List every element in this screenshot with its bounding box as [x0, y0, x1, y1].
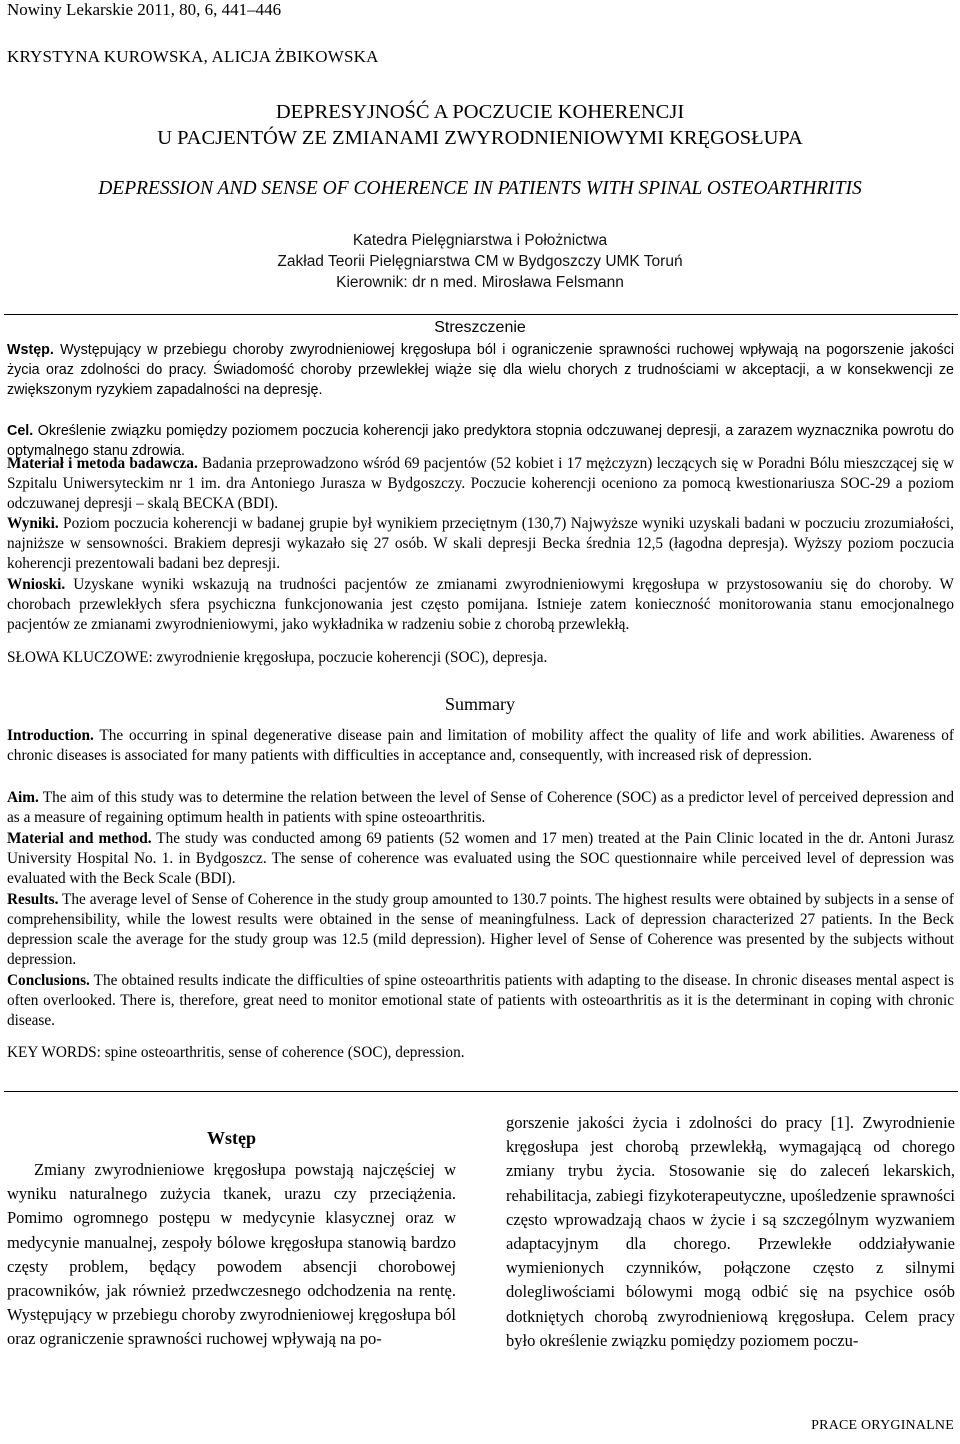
abstract-pl-heading: Streszczenie: [434, 319, 526, 336]
abstract-pl-wnioski: [7, 575, 954, 635]
abstract-en-method: [7, 829, 954, 889]
abstract-pl-cel-text: Określenie związku pomiędzy poziomem poczucia koherencji jako predyktora stopnia odczuwanej depresji, a zarazem wyznacznika powrotu do optymalnego stanu zdrowia.: [7, 423, 954, 460]
abstract-en-results-label: Results.: [7, 891, 59, 908]
authors: KRYSTYNA KUROWSKA, ALICJA ŻBIKOWSKA: [7, 47, 379, 66]
title-polish-line1: DEPRESYJNOŚĆ A POCZUCIE KOHERENCJI: [275, 101, 685, 123]
title-english: DEPRESSION AND SENSE OF COHERENCE IN PATIENTS WITH SPINAL OSTEOARTHRITIS: [98, 178, 862, 199]
divider-top: [4, 314, 958, 315]
body-column-right: gorszenie jakości życia i zdolności do pracy [1]. Zwyrodnienie kręgosłupa jest chorobą przewlekłą, wymagającą od chorego zmiany trybu życia. Stosowanie się do zaleceń lekarskich, rehabilitacja, zabiegi fizykoterapeutyczne, upośledzenie sprawności często wprowadzają chaos w życie i są szczególnym wyzwaniem adaptacyjnym dla chorego. Przewlekłe oddziaływanie wymienionych czynników, połączone często z silnymi dolegliwościami bólowymi mogą odbić się na psychice osób dotkniętych chorobą zwyrodnieniową kręgosłupa. Celem pracy było określenie związku pomiędzy poziomem poczu-: [506, 1113, 955, 1350]
abstract-en-heading: Summary: [445, 694, 515, 714]
abstract-pl-wnioski-text: Uzyskane wyniki wskazują na trudności pacjentów ze zmianami zwyrodnieniowymi kręgosłupa w przystosowaniu się do choroby. W chorobach przewlekłych sfera psychiczna funkcjonowania jest często pomijana. Istnieje zatem konieczność monitorowania stanu emocjonalnego pacjentów ze zmianami zwyrodnieniowymi, jako wykładnika w radzeniu sobie z chorobą przewlekłą.: [7, 576, 954, 634]
abstract-pl-wnioski-label: Wnioski.: [7, 576, 66, 593]
abstract-en-conclusions-text: The obtained results indicate the difficulties of spine osteoarthritis patients with adapting to the disease. In chronic diseases mental aspect is often overlooked. There is, therefore, great need to monitor emotional state of patients with osteoarthritis as it is the determinant in coping with chronic disease.: [7, 972, 954, 1030]
abstract-pl-material-text: Badania przeprowadzono wśród 69 pacjentów (52 kobiet i 17 mężczyzn) leczących się w Poradni Bólu mieszczącej się w Szpitalu Uniwersyteckim nr 1 im. dra Antoniego Jurasza w Bydgoszczy. Poczucie koherencji oceniono za pomocą kwestionariusza SOC-29 a poziom odczuwanej depresji – skalą BECKA (BDI).: [7, 455, 954, 513]
abstract-en-conclusions-label: Conclusions.: [7, 972, 90, 989]
affiliation: [0, 230, 960, 293]
abstract-pl-wstep-text: Występujący w przebiegu choroby zwyrodnieniowej kręgosłupa ból i ograniczenie sprawności ruchowej wpływają na pogorszenie jakości życia oraz zdolności do pracy. Świadomość choroby przewlekłej wiąże się dla wielu chorych z trudnościami w akceptacji, a w konsekwencji ze zwiększonym ryzykiem zapadalności na depresję.: [7, 342, 954, 399]
abstract-pl-wyniki: [7, 514, 954, 574]
abstract-en-method-text: The study was conducted among 69 patients (52 women and 17 men) treated at the Pain Clinic located in the dr. Antoni Jurasz University Hospital No. 1. in Bydgoszcz. The sense of coherence was evaluated using the SOC questionnaire while perceived level of depression was evaluated with the Beck Scale (BDI).: [7, 830, 954, 888]
affiliation-unit: Zakład Teorii Pielęgniarstwa CM w Bydgoszczy UMK Toruń: [277, 253, 683, 270]
abstract-en-method-label: Material and method.: [7, 830, 152, 847]
abstract-en-aim: [7, 788, 954, 828]
footer-section-label: PRACE ORYGINALNE: [811, 1418, 954, 1433]
abstract-pl-material-label: Materiał i metoda badawcza.: [7, 455, 198, 472]
journal-citation: Nowiny Lekarskie 2011, 80, 6, 441–446: [7, 0, 282, 19]
abstract-en-aim-text: The aim of this study was to determine the relation between the level of Sense of Coherence (SOC) as a predictor level of perceived depression and as a measure of regaining optimum health in patients with spine osteoarthritis.: [7, 789, 954, 827]
abstract-pl-cel-label: Cel.: [7, 423, 34, 439]
title-polish: [0, 99, 960, 151]
abstract-en-results-text: The average level of Sense of Coherence in the study group amounted to 130.7 points. The highest results were obtained by subjects in a sense of comprehensibility, while the lowest results were obtained in the sense of meaningfulness. Lack of depression characterized 27 patients. In the Beck depression scale the average for the study group was 12.5 (mild depression). Higher level of Sense of Coherence was presented by the subjects without depression.: [7, 891, 954, 969]
abstract-pl-wyniki-label: Wyniki.: [7, 515, 59, 532]
abstract-en-conclusions: [7, 971, 954, 1031]
keywords-pl: SŁOWA KLUCZOWE: zwyrodnienie kręgosłupa, poczucie koherencji (SOC), depresja.: [7, 649, 548, 666]
abstract-en-introduction-label: Introduction.: [7, 727, 94, 744]
affiliation-department: Katedra Pielęgniarstwa i Położnictwa: [352, 232, 608, 249]
abstract-pl-material: [7, 454, 954, 514]
abstract-en-introduction-text: The occurring in spinal degenerative disease pain and limitation of mobility affect the quality of life and work abilities. Awareness of chronic diseases is associated for many patients with difficulties in acceptance and, consequently, with increased risk of depression.: [7, 727, 954, 765]
keywords-en: KEY WORDS: spine osteoarthritis, sense of coherence (SOC), depression.: [7, 1044, 465, 1061]
abstract-en-aim-label: Aim.: [7, 789, 39, 806]
abstract-en-results: [7, 890, 954, 970]
abstract-pl-wstep-label: Wstęp.: [7, 342, 54, 358]
abstract-en-introduction: [7, 726, 954, 766]
affiliation-head: Kierownik: dr n med. Mirosława Felsmann: [336, 274, 624, 291]
section-heading-wstep: Wstęp: [207, 1128, 256, 1148]
abstract-pl-wyniki-text: Poziom poczucia koherencji w badanej grupie był wynikiem przeciętnym (130,7) Najwyższe wyniki uzyskali badani w poczuciu zrozumiałości, najniższe w sensowności. Brakiem depresji wykazało się 27 osób. W skali depresji Becka średnia 12,5 (łagodna depresja). Wyższy poziom poczucia koherencji prezentowali badani bez depresji.: [7, 515, 954, 573]
body-column-left: Zmiany zwyrodnieniowe kręgosłupa powstają najczęściej w wyniku naturalnego zużycia tkanek, urazu czy przeciążenia. Pomimo ogromnego postępu w medycynie klasycznej oraz w medycynie manualnej, zespoły bólowe kręgosłupa stanowią bardzo częsty problem, będący powodem absencji chorobowej pracowników, jak również przedwczesnego odchodzenia na rentę. Występujący w przebiegu choroby zwyrodnieniowej kręgosłupa ból oraz ograniczenie sprawności ruchowej wpływają na po-: [7, 1160, 456, 1349]
divider-bottom: [4, 1091, 958, 1092]
abstract-pl-wstep: [7, 340, 954, 400]
title-polish-line2: U PACJENTÓW ZE ZMIANAMI ZWYRODNIENIOWYMI KRĘGOSŁUPA: [157, 127, 803, 149]
